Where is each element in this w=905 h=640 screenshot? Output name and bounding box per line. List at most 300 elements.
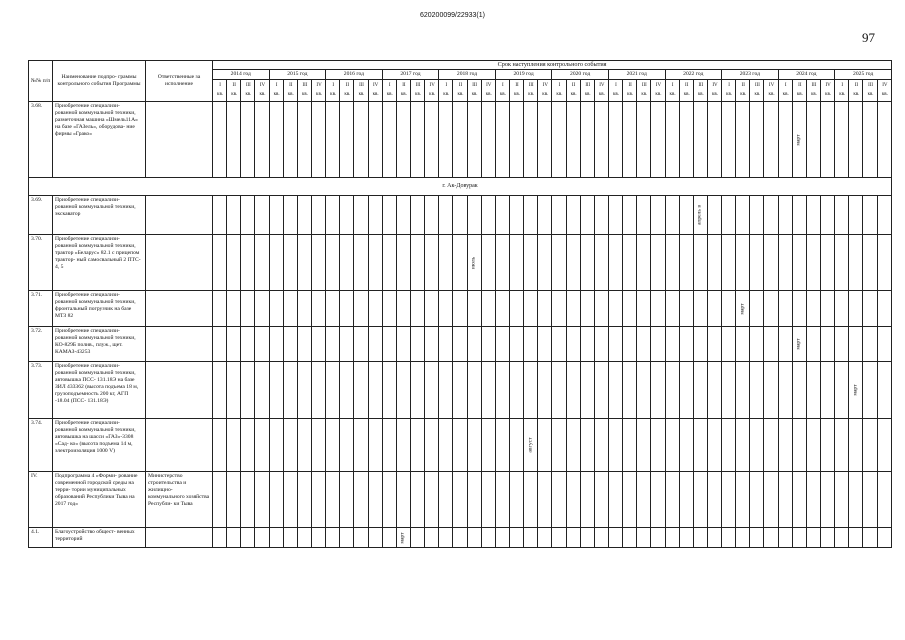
table-row — [29, 291, 892, 327]
quarter-cell — [877, 102, 892, 178]
quarter-numeral: III — [811, 83, 817, 89]
header-quarter — [707, 80, 721, 102]
quarter-cell — [566, 528, 580, 548]
quarter-numeral: III — [641, 83, 647, 89]
quarter-cell — [396, 102, 410, 178]
quarter-cell — [637, 362, 651, 419]
quarter-cell — [425, 235, 439, 291]
quarter-cell — [792, 196, 806, 235]
header-responsible: Ответственные за исполнение — [146, 61, 213, 102]
quarter-numeral: III — [868, 83, 873, 89]
quarter-suffix: кв. — [796, 92, 803, 97]
quarter-cell — [594, 528, 608, 548]
quarter-cell — [736, 362, 750, 419]
quarter-numeral: II — [402, 82, 406, 88]
quarter-cell — [368, 327, 382, 362]
quarter-cell — [623, 419, 637, 472]
quarter-cell — [227, 362, 241, 419]
quarter-cell — [524, 419, 538, 472]
quarter-cell — [495, 327, 509, 362]
quarter-cell — [227, 419, 241, 472]
quarter-cell — [863, 196, 877, 235]
quarter-numeral: II — [741, 82, 745, 88]
quarter-cell — [764, 327, 778, 362]
quarter-cell — [806, 419, 820, 472]
quarter-cell — [283, 235, 297, 291]
quarter-cell — [538, 102, 552, 178]
quarter-suffix: кв. — [245, 92, 252, 97]
quarter-cell — [368, 102, 382, 178]
quarter-cell — [241, 362, 255, 419]
quarter-numeral: I — [784, 82, 787, 88]
quarter-cell — [439, 472, 453, 528]
header-quarter — [241, 80, 255, 102]
header-quarter — [283, 80, 297, 102]
quarter-cell — [693, 235, 707, 291]
quarter-cell — [637, 327, 651, 362]
quarter-suffix: кв. — [330, 92, 337, 97]
quarter-cell — [693, 472, 707, 528]
quarter-cell — [241, 235, 255, 291]
quarter-cell — [778, 362, 792, 419]
header-quarter — [722, 80, 736, 102]
quarter-cell — [764, 102, 778, 178]
quarter-cell — [651, 419, 665, 472]
quarter-suffix: кв. — [697, 92, 704, 97]
quarter-cell — [821, 362, 835, 419]
quarter-cell — [382, 419, 396, 472]
quarter-cell — [750, 235, 764, 291]
quarter-cell — [863, 528, 877, 548]
quarter-cell — [863, 291, 877, 327]
quarter-cell — [538, 327, 552, 362]
quarter-numeral: III — [415, 83, 421, 89]
quarter-cell — [283, 528, 297, 548]
row-name: Приобретение специализи- рованной коммунальной техники, экскаватор — [53, 196, 146, 235]
quarter-cell — [623, 102, 637, 178]
quarter-suffix: кв. — [655, 92, 662, 97]
quarter-numeral: III — [245, 83, 251, 89]
quarter-cell — [778, 528, 792, 548]
quarter-cell — [340, 235, 354, 291]
quarter-cell — [368, 362, 382, 419]
quarter-cell — [495, 196, 509, 235]
header-quarter — [835, 80, 849, 102]
quarter-cell — [453, 102, 467, 178]
quarter-cell — [410, 362, 424, 419]
quarter-cell — [481, 102, 495, 178]
quarter-cell — [552, 196, 566, 235]
quarter-numeral: IV — [599, 82, 605, 88]
quarter-cell — [707, 362, 721, 419]
quarter-cell — [637, 419, 651, 472]
quarter-cell — [849, 235, 863, 291]
quarter-cell — [750, 196, 764, 235]
quarter-cell — [580, 327, 594, 362]
table-row — [29, 196, 892, 235]
quarter-cell — [637, 528, 651, 548]
quarter-cell — [736, 327, 750, 362]
quarter-cell — [580, 291, 594, 327]
quarter-cell — [396, 291, 410, 327]
row-responsible — [146, 196, 213, 235]
header-quarter — [269, 80, 283, 102]
quarter-cell — [453, 327, 467, 362]
quarter-cell — [608, 528, 622, 548]
quarter-suffix: кв. — [217, 92, 224, 97]
quarter-cell — [382, 528, 396, 548]
header-quarter — [750, 80, 764, 102]
quarter-cell — [566, 362, 580, 419]
quarter-cell — [849, 362, 863, 419]
quarter-cell — [778, 235, 792, 291]
quarter-cell — [623, 472, 637, 528]
quarter-cell — [410, 235, 424, 291]
quarter-cell — [255, 528, 269, 548]
quarter-cell — [608, 362, 622, 419]
quarter-cell — [439, 235, 453, 291]
header-quarter — [213, 80, 227, 102]
quarter-cell — [255, 291, 269, 327]
quarter-cell — [693, 419, 707, 472]
quarter-numeral: IV — [542, 82, 548, 88]
quarter-cell — [311, 291, 325, 327]
quarter-cell — [453, 472, 467, 528]
quarter-suffix: кв. — [542, 92, 549, 97]
deadline-mark: март — [795, 338, 802, 350]
quarter-suffix: кв. — [612, 92, 620, 97]
quarter-cell — [439, 102, 453, 178]
quarter-cell — [297, 362, 311, 419]
quarter-suffix: кв. — [669, 92, 676, 97]
quarter-numeral: II — [798, 82, 802, 88]
quarter-cell — [821, 196, 835, 235]
quarter-cell — [241, 102, 255, 178]
quarter-cell — [651, 235, 665, 291]
header-quarter — [736, 80, 750, 102]
quarter-cell — [637, 472, 651, 528]
quarter-cell — [764, 291, 778, 327]
header-quarter — [326, 80, 340, 102]
quarter-numeral: II — [458, 82, 463, 88]
quarter-cell — [707, 419, 721, 472]
row-num: IV. — [29, 472, 53, 528]
quarter-cell — [750, 291, 764, 327]
quarter-cell — [835, 291, 849, 327]
quarter-cell — [382, 472, 396, 528]
quarter-cell — [566, 235, 580, 291]
header-quarter — [792, 80, 806, 102]
quarter-numeral: IV — [316, 82, 322, 88]
quarter-cell — [495, 419, 509, 472]
quarter-numeral: I — [841, 82, 844, 88]
header-year: 2023 год — [722, 70, 779, 80]
quarter-cell — [594, 102, 608, 178]
quarter-cell — [736, 472, 750, 528]
header-year: 2024 год — [778, 70, 835, 80]
quarter-cell — [524, 528, 538, 548]
quarter-cell — [679, 472, 693, 528]
quarter-cell — [467, 327, 481, 362]
quarter-cell — [396, 528, 410, 548]
quarter-cell — [665, 102, 679, 178]
quarter-cell — [241, 291, 255, 327]
quarter-cell — [410, 291, 424, 327]
quarter-cell — [736, 291, 750, 327]
quarter-cell — [608, 102, 622, 178]
quarter-cell — [736, 235, 750, 291]
quarter-cell — [538, 196, 552, 235]
quarter-cell — [722, 102, 736, 178]
quarter-cell — [792, 528, 806, 548]
quarter-cell — [722, 235, 736, 291]
header-year: 2019 год — [495, 70, 552, 80]
quarter-numeral: I — [445, 82, 448, 88]
quarter-cell — [524, 235, 538, 291]
quarter-cell — [806, 528, 820, 548]
quarter-cell — [877, 472, 892, 528]
quarter-cell — [396, 196, 410, 235]
header-quarter — [566, 80, 580, 102]
quarter-cell — [552, 291, 566, 327]
quarter-suffix: кв. — [867, 92, 874, 97]
quarter-cell — [311, 235, 325, 291]
quarter-suffix: кв. — [316, 92, 323, 97]
header-quarter — [764, 80, 778, 102]
quarter-cell — [481, 327, 495, 362]
quarter-cell — [623, 235, 637, 291]
header-quarter — [368, 80, 382, 102]
quarter-cell — [877, 419, 892, 472]
quarter-cell — [467, 419, 481, 472]
quarter-cell — [707, 327, 721, 362]
quarter-cell — [495, 102, 509, 178]
quarter-cell — [396, 472, 410, 528]
header-quarter — [227, 80, 241, 102]
quarter-cell — [453, 196, 467, 235]
quarter-cell — [340, 472, 354, 528]
quarter-cell — [495, 235, 509, 291]
header-quarter — [778, 80, 792, 102]
header-year: 2015 год — [269, 70, 326, 80]
deadline-mark: июль — [470, 256, 477, 269]
quarter-cell — [269, 235, 283, 291]
quarter-cell — [608, 291, 622, 327]
row-num: 3.70. — [29, 235, 53, 291]
quarter-cell — [368, 291, 382, 327]
row-num: 3.73. — [29, 362, 53, 419]
quarter-cell — [863, 472, 877, 528]
quarter-cell — [651, 472, 665, 528]
row-name: Приобретение специализи- рованной коммунальной техники, КО-829Б полив., плуж., щет. КАМАЗ-43253 — [53, 327, 146, 362]
quarter-cell — [495, 291, 509, 327]
quarter-cell — [509, 472, 523, 528]
quarter-cell — [877, 196, 892, 235]
quarter-cell — [736, 196, 750, 235]
quarter-cell — [665, 291, 679, 327]
quarter-cell — [594, 291, 608, 327]
quarter-numeral: I — [728, 82, 730, 88]
quarter-suffix: кв. — [641, 92, 648, 97]
quarter-cell — [764, 472, 778, 528]
quarter-cell — [269, 419, 283, 472]
quarter-cell — [778, 196, 792, 235]
quarter-cell — [693, 291, 707, 327]
quarter-cell — [524, 327, 538, 362]
quarter-cell — [382, 196, 396, 235]
quarter-cell — [679, 327, 693, 362]
quarter-cell — [297, 327, 311, 362]
quarter-cell — [326, 327, 340, 362]
quarter-cell — [736, 419, 750, 472]
quarter-cell — [778, 419, 792, 472]
quarter-cell — [608, 419, 622, 472]
table-row — [29, 235, 892, 291]
quarter-suffix: кв. — [839, 92, 846, 97]
quarter-cell — [227, 102, 241, 178]
quarter-cell — [326, 528, 340, 548]
header-year: 2017 год — [382, 70, 439, 80]
quarter-cell — [425, 362, 439, 419]
row-responsible — [146, 362, 213, 419]
quarter-cell — [311, 196, 325, 235]
quarter-cell — [297, 102, 311, 178]
quarter-suffix: кв. — [259, 92, 266, 97]
quarter-cell — [509, 528, 523, 548]
quarter-cell — [806, 327, 820, 362]
quarter-cell — [340, 327, 354, 362]
quarter-suffix: кв. — [825, 92, 832, 97]
table-row — [29, 472, 892, 528]
quarter-numeral: III — [302, 83, 308, 89]
quarter-cell — [241, 196, 255, 235]
header-year: 2022 год — [665, 70, 722, 80]
quarter-cell — [368, 419, 382, 472]
quarter-cell — [651, 528, 665, 548]
quarter-cell — [707, 291, 721, 327]
quarter-cell — [722, 362, 736, 419]
quarter-suffix: кв. — [570, 92, 577, 97]
quarter-cell — [213, 235, 227, 291]
quarter-suffix: кв. — [302, 92, 308, 97]
quarter-numeral: II — [571, 82, 576, 88]
quarter-cell — [863, 362, 877, 419]
quarter-cell — [283, 327, 297, 362]
quarter-suffix: кв. — [754, 92, 761, 97]
quarter-cell — [382, 291, 396, 327]
quarter-cell — [368, 528, 382, 548]
quarter-cell — [241, 528, 255, 548]
quarter-cell — [311, 528, 325, 548]
quarter-cell — [806, 291, 820, 327]
quarter-suffix: кв. — [287, 92, 294, 97]
quarter-cell — [580, 472, 594, 528]
quarter-cell — [326, 472, 340, 528]
quarter-cell — [863, 327, 877, 362]
quarter-cell — [552, 327, 566, 362]
quarter-cell — [269, 196, 283, 235]
quarter-cell — [439, 419, 453, 472]
quarter-cell — [538, 362, 552, 419]
quarter-cell — [552, 472, 566, 528]
header-quarter — [679, 80, 693, 102]
header-quarter — [665, 80, 679, 102]
quarter-numeral: III — [472, 83, 477, 89]
quarter-cell — [453, 235, 467, 291]
quarter-numeral: IV — [259, 82, 266, 88]
quarter-cell — [806, 235, 820, 291]
quarter-cell — [849, 419, 863, 472]
deadline-mark: март — [739, 302, 746, 315]
quarter-cell — [651, 102, 665, 178]
quarter-cell — [396, 362, 410, 419]
header-quarter — [637, 80, 651, 102]
deadline-mark: март — [852, 384, 859, 396]
row-name: Приобретение специализи- рованной коммунальной техники, автовышка на шасси «ГАЗ»-3308 «Сад- ко» (высота подъема 14 м, электроизоляция 1000 V) — [53, 419, 146, 472]
quarter-numeral: I — [502, 82, 504, 88]
header-quarter — [495, 80, 509, 102]
quarter-cell — [594, 419, 608, 472]
header-quarter — [877, 80, 892, 102]
quarter-cell — [722, 419, 736, 472]
quarter-cell — [340, 419, 354, 472]
quarter-cell — [311, 362, 325, 419]
quarter-numeral: IV — [768, 82, 775, 88]
quarter-cell — [439, 362, 453, 419]
quarter-cell — [481, 196, 495, 235]
quarter-cell — [311, 419, 325, 472]
quarter-cell — [509, 235, 523, 291]
quarter-cell — [283, 102, 297, 178]
header-year: 2020 год — [552, 70, 609, 80]
quarter-cell — [382, 327, 396, 362]
header-quarter — [481, 80, 495, 102]
quarter-cell — [439, 291, 453, 327]
quarter-cell — [764, 419, 778, 472]
quarter-cell — [326, 102, 340, 178]
quarter-cell — [213, 327, 227, 362]
row-responsible — [146, 235, 213, 291]
quarter-cell — [679, 102, 693, 178]
quarter-cell — [410, 102, 424, 178]
quarter-cell — [750, 528, 764, 548]
quarter-cell — [566, 327, 580, 362]
quarter-cell — [227, 235, 241, 291]
table-row — [29, 362, 892, 419]
quarter-cell — [665, 196, 679, 235]
quarter-cell — [707, 235, 721, 291]
city-heading: г. Ак-Довурак — [29, 178, 892, 196]
row-name: Приобретение специализи- рованной коммунальной техники, разметочная машина «Шмель11А» на базе «ГАЗель», оборудова- ние фирмы «Грако» — [53, 102, 146, 178]
quarter-cell — [623, 362, 637, 419]
header-quarter — [821, 80, 835, 102]
quarter-cell — [524, 196, 538, 235]
quarter-cell — [750, 362, 764, 419]
quarter-numeral: II — [345, 82, 349, 88]
quarter-cell — [509, 102, 523, 178]
quarter-cell — [368, 235, 382, 291]
row-name: Благоустройство общест- венных территорий — [53, 528, 146, 548]
quarter-cell — [849, 327, 863, 362]
quarter-cell — [679, 291, 693, 327]
quarter-suffix: кв. — [514, 92, 521, 97]
quarter-cell — [764, 196, 778, 235]
header-year: 2018 год — [439, 70, 496, 80]
quarter-cell — [821, 102, 835, 178]
quarter-cell — [425, 472, 439, 528]
quarter-numeral: IV — [486, 82, 492, 88]
quarter-cell — [283, 472, 297, 528]
